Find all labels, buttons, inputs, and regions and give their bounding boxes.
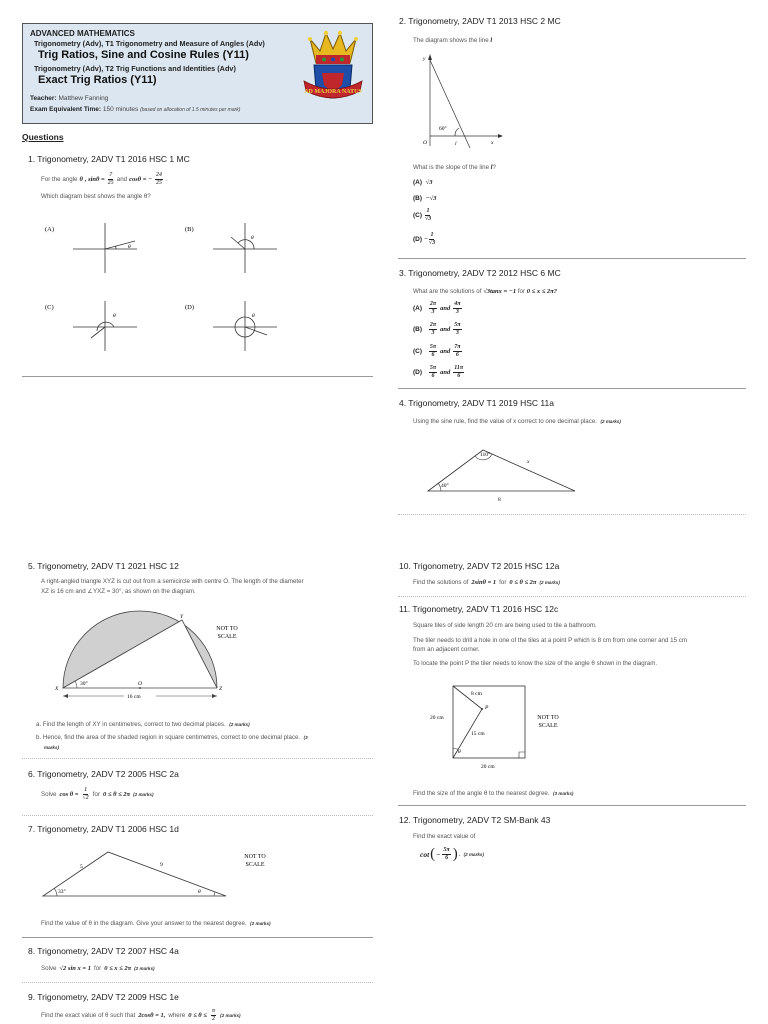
q8-eq: √2 sin x = 1: [59, 965, 91, 972]
q11-dim-20-left: 20 cm: [430, 715, 444, 721]
q12-expression: cot ( − $\frac{5\pi}{6}$ ) . (2 marks): [420, 846, 485, 862]
q7-not-to: NOT TO: [244, 854, 266, 860]
divider: [22, 758, 373, 759]
q1-n1: 7: [109, 172, 113, 178]
q1-and: and: [116, 176, 128, 183]
q3-d-d2: 6: [457, 373, 461, 379]
q10-text: [413, 579, 560, 586]
divider: [22, 815, 373, 816]
q2-option-a[interactable]: [413, 179, 432, 186]
q4-diagram: [425, 445, 580, 505]
q2-d-num: 1: [430, 232, 434, 238]
topic-1: Trigonometry (Adv), T1 Trigonometry and Measure of Angles (Adv): [34, 39, 265, 48]
q4-angle-left: 40°: [441, 483, 449, 489]
q12-den: 6: [445, 855, 449, 861]
q5-point-x: X: [55, 686, 59, 692]
q3-option-c[interactable]: [413, 344, 463, 359]
q9-eq: 2cosθ = 1,: [138, 1012, 166, 1019]
q9-title: 9. Trigonometry, 2ADV T2 2009 HSC 1e: [28, 992, 179, 1002]
q1-label-d: (D): [185, 304, 195, 311]
q2-diagram: [415, 50, 505, 150]
q4-marks: (2 marks): [600, 419, 621, 424]
q7-angle: 33°: [58, 889, 66, 895]
q3-c-n2: 7π: [454, 344, 461, 350]
divider: [398, 258, 746, 259]
q5-text-1: A right-angled triangle XYZ is cut out from a semicircle with centre O. The length of the diameter: [41, 578, 304, 585]
q2-option-b[interactable]: [413, 195, 436, 202]
q2-c-num: 1: [426, 208, 430, 214]
q8-marks: (2 marks): [134, 966, 155, 971]
q1-label-c: (C): [45, 304, 54, 311]
q6-range: 0 ≤ θ ≤ 2π: [103, 791, 131, 798]
q6-marks: (2 marks): [133, 792, 154, 797]
q6-solve: Solve: [41, 791, 57, 798]
q11-point-p: P: [485, 705, 489, 711]
q2-option-c-frac: [425, 208, 431, 223]
q7-marks: (2 marks): [250, 921, 271, 926]
q11-text-4: To locate the point P the tiler needs to know the size of the angle θ shown in the diagram.: [413, 660, 658, 667]
q6-text: [41, 787, 154, 802]
q2-option-b-value: −√3: [425, 195, 437, 202]
title-1: Trig Ratios, Sine and Cosine Rules (Y11): [38, 49, 249, 61]
q6-for: for: [92, 791, 101, 798]
q11-dim-8: 8 cm: [471, 691, 482, 697]
q3-text-main: What are the solutions of: [413, 288, 482, 295]
q1-n2: 24: [156, 172, 163, 178]
q5-part-a: [36, 721, 250, 728]
subject: ADVANCED MATHEMATICS: [30, 29, 135, 38]
q11-dim-15: 15 cm: [471, 731, 485, 737]
time-value: 150 minutes: [102, 106, 139, 113]
q1-theta-a: θ: [128, 244, 131, 250]
q1-text2: Which diagram best shows the angle θ?: [41, 193, 151, 200]
q3-a-and: and: [440, 305, 451, 312]
q3-b-d1: 3: [431, 330, 435, 336]
q1-cos: cosθ = −: [129, 176, 153, 183]
q2-option-a-value: √3: [425, 179, 433, 186]
q3-option-d-label: (D): [413, 369, 423, 376]
q3-title: 3. Trigonometry, 2ADV T2 2012 HSC 6 MC: [399, 268, 561, 278]
q3-eq: √3tanx = −1: [483, 288, 517, 295]
questions-heading: Questions: [22, 132, 64, 142]
q10-eq: 2sinθ = 1: [471, 579, 497, 586]
q6-den: √2: [82, 795, 89, 801]
q2-text: [413, 37, 492, 44]
q2-axis-y: y: [423, 56, 426, 62]
q3-a-n1: 2π: [429, 301, 437, 307]
q7-side-9: 9: [160, 862, 163, 868]
q2-option-b-label: (B): [413, 195, 423, 202]
q5-point-z: Z: [219, 686, 223, 692]
divider: [398, 596, 746, 597]
q3-option-b-label: (B): [413, 326, 423, 333]
q6-num: 1: [84, 787, 88, 793]
q7-title: 7. Trigonometry, 2ADV T1 2006 HSC 1d: [28, 824, 179, 834]
divider: [398, 514, 746, 515]
q3-c-d1: 6: [431, 352, 435, 358]
q3-b-and: and: [440, 326, 451, 333]
teacher-name: Matthew Fanning: [58, 95, 109, 102]
teacher-line: [30, 95, 108, 102]
title-2: Exact Trig Ratios (Y11): [38, 74, 157, 86]
q2-option-d-label: (D): [413, 236, 423, 243]
q1-frac-1: [108, 172, 114, 187]
divider: [398, 388, 746, 389]
q4-side-base: 8: [498, 497, 501, 503]
q2-d-den: √3: [428, 240, 436, 246]
q10-title: 10. Trigonometry, 2ADV T2 2015 HSC 12a: [399, 561, 560, 571]
q3-option-a[interactable]: [413, 301, 463, 316]
q3-for: for: [517, 288, 526, 295]
q3-d-and: and: [440, 369, 451, 376]
q1-text: For the angle θ , sinθ = $\frac{7}{25}$ and cosθ = − $\frac{24}{25}$ .: [41, 172, 168, 186]
q5-text-2: XZ is 16 cm and ∠YXZ = 30°, as shown on the diagram.: [41, 588, 196, 595]
q11-text-2: The tiler needs to drill a hole in one of the tiles at a point P which is 8 cm from one corner and 15 cm: [413, 637, 687, 644]
school-crest-icon: [300, 29, 366, 113]
time-note: (based on allocation of 1.5 minutes per mark): [140, 107, 241, 113]
q12-marks: (2 marks): [463, 852, 485, 857]
q2-axis-x: x: [491, 140, 494, 146]
q5-diagram: [55, 610, 255, 705]
q9-den: 2: [212, 1016, 216, 1022]
q10-range: 0 ≤ θ ≤ 2π: [509, 579, 537, 586]
crest-motto: AD MAJORA NATUS: [304, 89, 362, 95]
q3-option-a-label: (A): [413, 305, 423, 312]
q9-text: [41, 1008, 241, 1023]
q12-num: 5π: [443, 847, 450, 853]
q11-dim-20-bottom: 20 cm: [481, 764, 495, 770]
q5-part-b-marks-pre: (3: [303, 735, 308, 740]
q3-c-n1: 5π: [429, 344, 437, 350]
q12-title: 12. Trigonometry, 2ADV T2 SM-Bank 43: [399, 815, 551, 825]
q7-diagram: [38, 848, 278, 903]
q5-part-b-text: b. Hence, find the area of the shaded region in square centimetres, correct to one decimal place.: [36, 734, 301, 741]
q2-question: What is the slope of the line l?: [413, 164, 496, 171]
q5-part-b: [36, 734, 308, 741]
q9-range: 0 ≤ θ ≤: [188, 1012, 207, 1019]
q3-c-d2: 6: [455, 352, 459, 358]
q8-for: for: [93, 965, 102, 972]
q11-theta: θ: [458, 749, 461, 755]
q1-d1: 25: [107, 180, 114, 186]
q1-theta: θ: [79, 176, 83, 183]
divider: [22, 982, 373, 983]
q10-for: for: [499, 579, 507, 586]
q2-question-l: l: [490, 164, 493, 171]
q1-theta-d: θ: [252, 313, 255, 319]
q4-text-main: Using the sine rule, find the value of x correct to one decimal place.: [413, 418, 598, 425]
q11-scale: SCALE: [538, 723, 558, 729]
q3-option-b[interactable]: [413, 322, 463, 337]
q4-side-x: x: [527, 459, 530, 465]
q2-origin: O: [423, 140, 427, 146]
q8-range: 0 ≤ x ≤ 2π: [104, 965, 132, 972]
header-box: [22, 23, 373, 124]
q2-c-den: √3: [424, 216, 432, 222]
q3-option-c-label: (C): [413, 348, 423, 355]
q2-option-a-label: (A): [413, 179, 423, 186]
q3-range: 0 ≤ x ≤ 2π?: [526, 288, 557, 295]
q2-option-d[interactable]: [413, 232, 436, 247]
q5-title: 5. Trigonometry, 2ADV T1 2021 HSC 12: [28, 561, 179, 571]
q3-c-and: and: [440, 348, 451, 355]
q2-option-c-label: (C): [413, 212, 423, 219]
q3-b-d2: 3: [455, 330, 459, 336]
q12-text: Find the exact value of: [413, 833, 476, 840]
q2-title: 2. Trigonometry, 2ADV T1 2013 HSC 2 MC: [399, 16, 561, 26]
time-label: Exam Equivalent Time:: [30, 106, 102, 113]
q1-diagrams: [40, 215, 280, 365]
q5-not-to: NOT TO: [216, 626, 238, 632]
q3-b-n1: 2π: [429, 322, 437, 328]
q3-a-d1: 3: [431, 309, 435, 315]
q11-not-to: NOT TO: [537, 715, 559, 721]
divider: [22, 376, 373, 377]
q7-theta: θ: [198, 889, 201, 895]
q4-text: [413, 418, 621, 425]
q8-solve: Solve: [41, 965, 57, 972]
q1-label-b: (B): [185, 226, 194, 233]
q2-text-main: The diagram shows the line: [413, 37, 489, 44]
q2-d-neg: −: [423, 236, 428, 243]
q4-title: 4. Trigonometry, 2ADV T1 2019 HSC 11a: [399, 398, 554, 408]
q5-dim: 16 cm: [127, 694, 141, 700]
q11-text-5-main: Find the size of the angle θ to the nearest degree.: [413, 790, 550, 797]
q6-eq: cos θ =: [59, 791, 79, 798]
q5-part-a-text: a. Find the length of XY in centimetres, correct to two decimal places.: [36, 721, 226, 728]
divider: [398, 805, 746, 806]
q5-scale: SCALE: [217, 634, 237, 640]
q5-part-a-marks: (2 marks): [229, 722, 250, 727]
q10-marks: (2 marks): [539, 580, 560, 585]
q5-part-b-marks-post: marks): [44, 745, 60, 750]
q9-num: π: [211, 1008, 216, 1014]
q10-text-main: Find the solutions of: [413, 579, 469, 586]
q12-neg: −: [436, 850, 441, 859]
time-line: [30, 106, 240, 113]
q9-where: where: [168, 1012, 186, 1019]
q3-text: [413, 288, 557, 295]
q1-sin: , sinθ =: [84, 176, 105, 183]
q1-theta-c: θ: [113, 313, 116, 319]
q2-diagram-l: l: [455, 141, 457, 147]
q6-title: 6. Trigonometry, 2ADV T2 2005 HSC 2a: [28, 769, 179, 779]
q3-d-n2: 11π: [454, 365, 464, 371]
q3-option-d[interactable]: [413, 365, 465, 380]
teacher-label: Teacher:: [30, 95, 57, 102]
q11-diagram: [425, 682, 580, 772]
divider: [22, 937, 373, 938]
q3-b-n2: 5π: [454, 322, 461, 328]
q5-point-o: O: [138, 681, 142, 687]
q11-marks: (3 marks): [553, 791, 574, 796]
q1-frac-2: [155, 172, 163, 187]
q9-marks: (2 marks): [220, 1013, 241, 1018]
q9-text-main: Find the exact value of θ such that: [41, 1012, 136, 1019]
q3-d-n1: 5π: [429, 365, 437, 371]
q11-text-5: [413, 790, 573, 797]
q1-label-a: (A): [45, 226, 55, 233]
q1-theta-b: θ: [251, 235, 254, 241]
q5-angle: 30°: [80, 681, 88, 687]
q1-d2: 25: [156, 180, 163, 186]
q3-a-n2: 4π: [454, 301, 461, 307]
q5-point-y: Y: [180, 614, 184, 620]
q11-text-3: from an adjacent corner.: [413, 646, 480, 653]
q3-d-d1: 6: [431, 373, 435, 379]
q3-a-d2: 3: [455, 309, 459, 315]
q4-angle-top: 110°: [480, 452, 491, 458]
q1-text-pre: For the angle: [41, 176, 78, 183]
q2-question-main: What is the slope of the line: [413, 164, 490, 171]
q12-cot: cot: [420, 850, 430, 859]
q2-option-d-frac: [429, 232, 435, 247]
q2-angle: 60°: [439, 126, 447, 132]
q11-title: 11. Trigonometry, 2ADV T1 2016 HSC 12c: [399, 604, 559, 614]
q2-line-l: l: [490, 37, 493, 44]
q7-text-main: Find the value of θ in the diagram. Give your answer to the nearest degree.: [41, 920, 247, 927]
q1-title: 1. Trigonometry, 2ADV T1 2016 HSC 1 MC: [28, 154, 190, 164]
q8-title: 8. Trigonometry, 2ADV T2 2007 HSC 4a: [28, 946, 179, 956]
q8-text: [41, 965, 155, 972]
q2-option-c[interactable]: [413, 208, 432, 223]
q11-text-1: Square tiles of side length 20 cm are being used to tile a bathroom.: [413, 622, 597, 629]
q7-text: [41, 920, 271, 927]
topic-2: Trigonometry (Adv), T2 Trig Functions and Identities (Adv): [34, 64, 236, 73]
q7-scale: SCALE: [245, 862, 265, 868]
q7-side-5: 5: [80, 864, 83, 870]
